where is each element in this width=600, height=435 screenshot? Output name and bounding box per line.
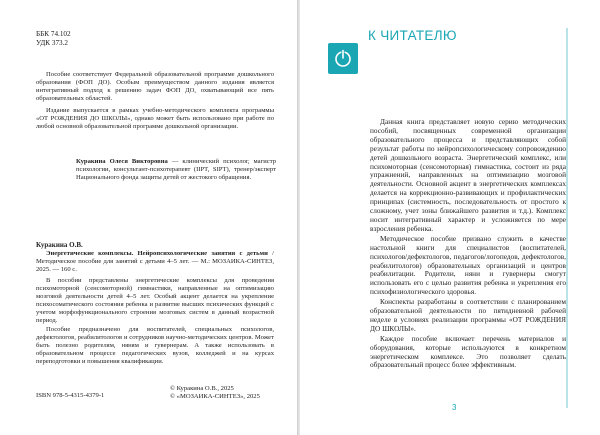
catalog-title-rest: / Методическое пособие для занятий с детьми 4–5 лет. — М.: МОЗАИКА-СИНТЕЗ, 2025. — 160 с. (36, 249, 274, 273)
power-icon (328, 43, 358, 74)
body-paragraph: Конспекты разработаны в соответствии с планированием образовательной деятельности по пятидневной рабочей неделе в условиях реализации программы «ОТ РОЖДЕНИЯ ДО ШКОЛЫ». (370, 297, 566, 333)
body-paragraph: Методическое пособие призвано служить в качестве настольной книги для специалистов (воспитателей, психологов/дефектологов, педагогов/логопедов, дефектологов, реабилитологов) образовательных организаций и центров реабилитации. Родители, няни и гувернеры смогут использовать его с целью развития ребенка и укрепления его психофизиологического здоровья. (370, 233, 566, 297)
reader-text (370, 118, 566, 371)
margin-rule (566, 28, 568, 408)
series-note (36, 107, 274, 131)
series-note-text: Издание выпускается в рамках учебно-методического комплекта программы «ОТ РОЖДЕНИЯ ДО ШКОЛЫ», однако может быть использовано при работе по любой основной образовательной программе дошкольной организации. (36, 107, 274, 130)
catalog-entry (36, 241, 274, 274)
classification-codes (36, 30, 71, 48)
body-paragraph: Данная книга представляет новую серию методических пособий, посвященных современной организации образовательного процесса и представляющих собой результат работы по нейропсихологическому сопровождению детей дошкольного возраста. Энергетический комплекс, или психомоторная (сенсомоторная) гимнастика, состоит из ряда упражнений, направленных на оптимизацию мозговой деятельности. Основной акцент в энергетических комплексах делается на коррекционно-развивающих и профилактических принципах (системность, последовательность от простого к сложному, учет зоны ближайшего развития и т.д.). Комплекс носит интегративный характер и усложняется по мере взросления ребенка. (370, 117, 566, 233)
copyright-publisher: © «МОЗАИКА-СИНТЕЗ», 2025 (170, 393, 260, 400)
udk-code: УДК 373.2 (36, 39, 69, 47)
annotation-paragraph: Пособие предназначено для воспитателей, специальных психологов, дефектологов, реабилитологов и сотрудников научно-методических центров. Может быть полезно родителям, няням и гувернерам. А также использовать в образовательном процессе педагогических вузов, колледжей и на курсах переподготовки и повышения квалификации. (36, 326, 274, 365)
author-bio: — клинический психолог, магистр психологии, консультант-психотерапевт (IIPT, SIPT), тренер/эксперт Национального фонда защиты детей от жестокого обращения. (76, 158, 276, 181)
copyright-block (170, 385, 280, 401)
annotation-paragraph: В пособии представлены энергетические комплексы для проведения психомоторной (сенсомоторной) гимнастики, направленные на оптимизацию мозговой деятельности детей 4–5 лет. Особый акцент делается на укрепление психосоматического состояния ребенка и развитие высших психических функций с учетом морфофункционального строения мозговых систем в данный возрастной период. (36, 277, 274, 324)
catalog-title-bold: Энергетические комплексы. Нейропсихологические занятия с детьми (46, 249, 268, 257)
body-paragraph: Каждое пособие включает перечень материалов и оборудования, которые используются в конкретном энергетическом комплексе. Это позволяет сделать образовательный процесс более эффективным. (370, 333, 566, 370)
annotation (36, 277, 274, 367)
author-note (76, 158, 276, 182)
imprint-page (0, 0, 298, 435)
fop-note-text: Пособие соответствует Федеральной образовательной программе дошкольного образования (ФОП ДО). Особым преимуществом данного издания является интегративный подход к решению задач ФОП ДО, охватывающий все пять образовательных областей. (36, 71, 274, 102)
page-number: 3 (452, 403, 457, 412)
copyright-author: © Куракина О.В., 2025 (170, 385, 234, 392)
catalog-author: Куракина О.В. (36, 241, 83, 249)
bbk-code: ББК 74.102 (36, 30, 71, 38)
chapter-title: К ЧИТАТЕЛЮ (368, 28, 457, 43)
catalog-title (36, 250, 274, 274)
isbn: ISBN 978-5-4315-4379-1 (36, 392, 105, 399)
author-name: Куракина Олеся Викторовна (76, 158, 168, 165)
fop-note (36, 71, 274, 103)
